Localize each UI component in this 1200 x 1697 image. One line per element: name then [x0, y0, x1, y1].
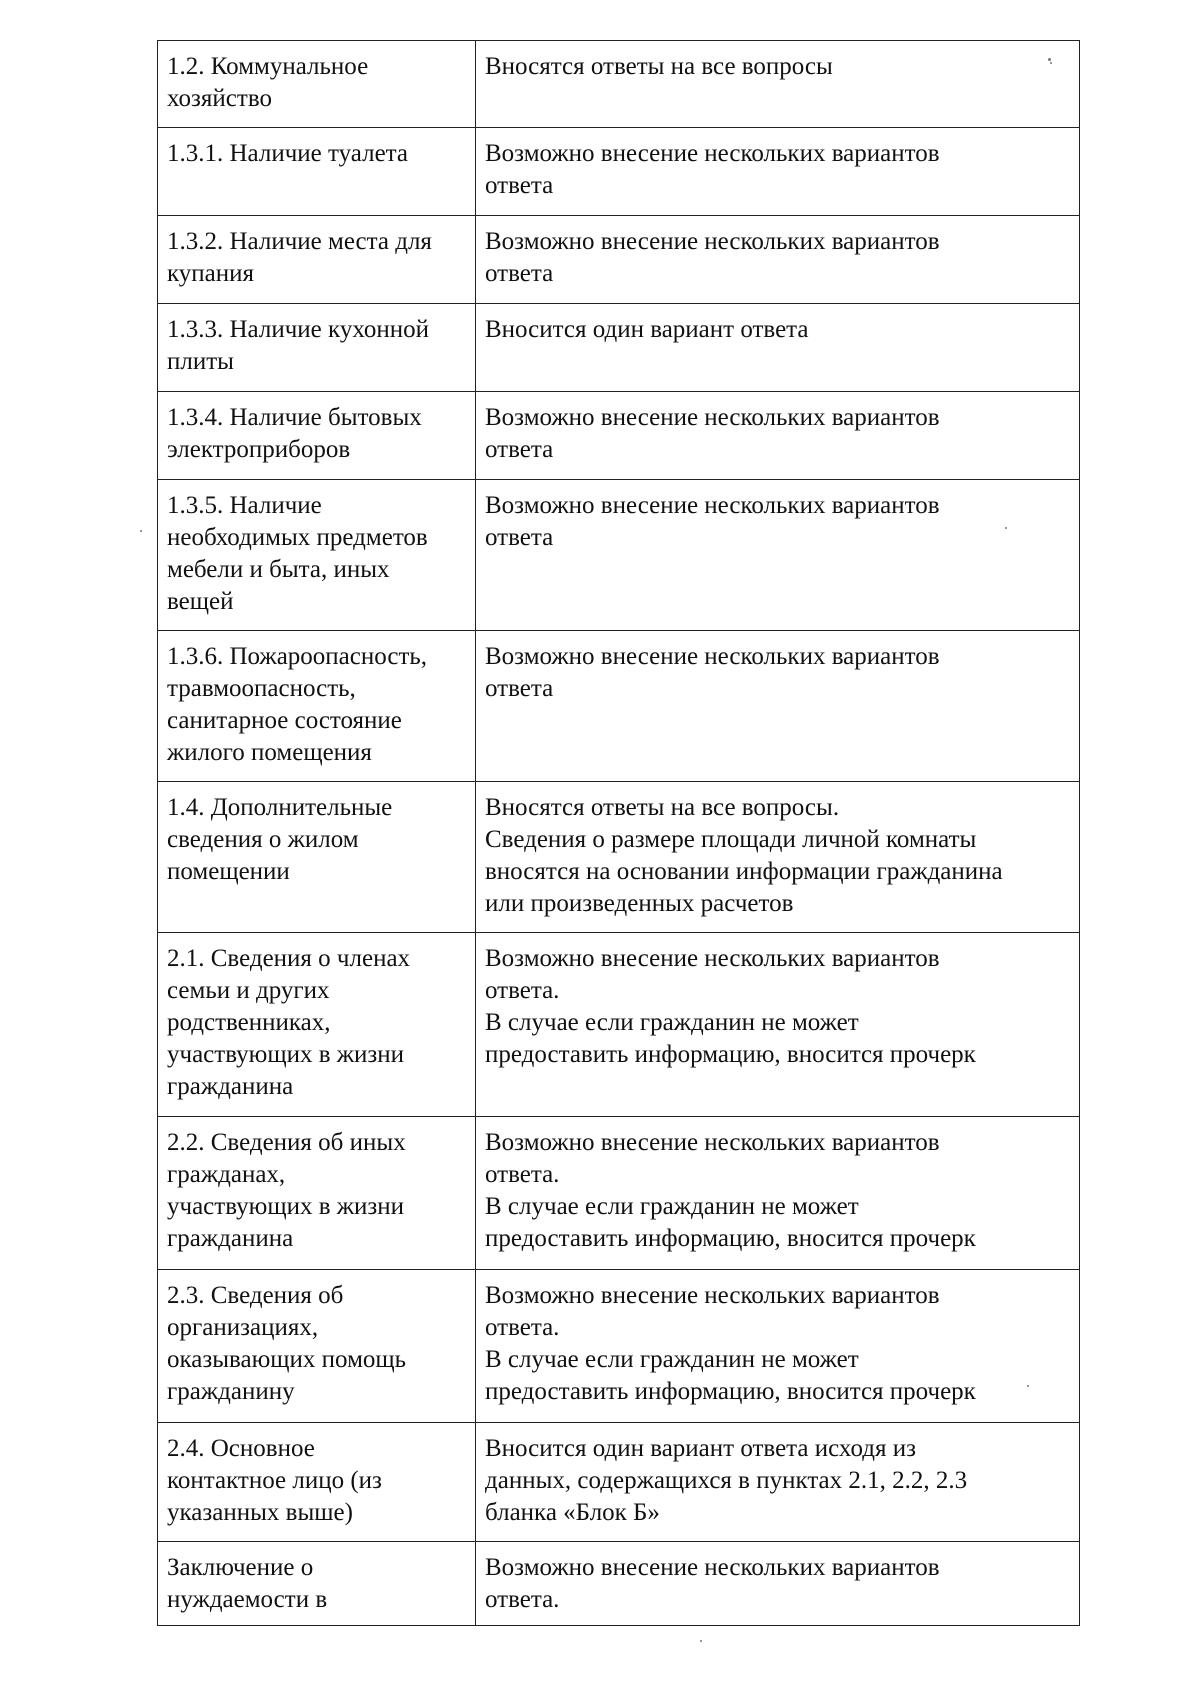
table-row — [158, 933, 1080, 1117]
instruction-cell: Возможно внесение нескольких вариантов ответа — [476, 216, 1080, 304]
table-row — [158, 631, 1080, 782]
instruction-cell: Возможно внесение нескольких вариантов ответа — [476, 392, 1080, 480]
instruction-cell: Возможно внесение нескольких вариантов ответа. В случае если гражданин не может предоставить информацию, вносится прочерк — [476, 1117, 1080, 1270]
table-row — [158, 1542, 1080, 1626]
field-cell: 2.3. Сведения об организациях, оказывающих помощь гражданину — [158, 1270, 476, 1423]
table-row — [158, 41, 1080, 128]
table-row — [158, 216, 1080, 304]
instruction-cell: Возможно внесение нескольких вариантов ответа — [476, 128, 1080, 216]
field-cell: 1.2. Коммунальное хозяйство — [158, 41, 476, 128]
field-cell: 1.3.1. Наличие туалета — [158, 128, 476, 216]
instruction-cell: Возможно внесение нескольких вариантов ответа. В случае если гражданин не может предоставить информацию, вносится прочерк — [476, 933, 1080, 1117]
field-cell: 1.4. Дополнительные сведения о жилом помещении — [158, 782, 476, 933]
scan-speck — [1005, 527, 1007, 529]
instruction-cell: Возможно внесение нескольких вариантов ответа. — [476, 1542, 1080, 1626]
instruction-cell: Возможно внесение нескольких вариантов ответа — [476, 480, 1080, 631]
field-cell: 1.3.3. Наличие кухонной плиты — [158, 304, 476, 392]
table-row — [158, 304, 1080, 392]
field-cell: 2.1. Сведения о членах семьи и других родственниках, участвующих в жизни гражданина — [158, 933, 476, 1117]
instruction-cell: Вносятся ответы на все вопросы — [476, 41, 1080, 128]
table-row — [158, 480, 1080, 631]
scan-speck — [1027, 1385, 1029, 1387]
field-cell: 1.3.6. Пожароопасность, травмоопасность, санитарное состояние жилого помещения — [158, 631, 476, 782]
field-cell: 2.4. Основное контактное лицо (из указанных выше) — [158, 1423, 476, 1542]
scan-speck — [1048, 58, 1051, 61]
scan-speck — [140, 530, 142, 532]
table-row — [158, 392, 1080, 480]
field-cell: 1.3.2. Наличие места для купания — [158, 216, 476, 304]
table-row — [158, 1117, 1080, 1270]
instruction-cell: Вносятся ответы на все вопросы. Сведения о размере площади личной комнаты вносятся на основании информации гражданина или произведенных расчетов — [476, 782, 1080, 933]
field-cell: Заключение о нуждаемости в — [158, 1542, 476, 1626]
field-cell: 1.3.5. Наличие необходимых предметов мебели и быта, иных вещей — [158, 480, 476, 631]
field-cell: 1.3.4. Наличие бытовых электроприборов — [158, 392, 476, 480]
table-row — [158, 1423, 1080, 1542]
instruction-cell: Вносится один вариант ответа — [476, 304, 1080, 392]
scan-speck — [1050, 62, 1052, 64]
field-cell: 2.2. Сведения об иных гражданах, участвующих в жизни гражданина — [158, 1117, 476, 1270]
instruction-cell: Возможно внесение нескольких вариантов ответа. В случае если гражданин не может предоставить информацию, вносится прочерк — [476, 1270, 1080, 1423]
scan-speck — [700, 1640, 702, 1642]
instruction-cell: Вносится один вариант ответа исходя из данных, содержащихся в пунктах 2.1, 2.2, 2.3 бланка «Блок Б» — [476, 1423, 1080, 1542]
instruction-cell: Возможно внесение нескольких вариантов ответа — [476, 631, 1080, 782]
instructions-table — [157, 40, 1080, 1626]
table-row — [158, 782, 1080, 933]
table-row — [158, 1270, 1080, 1423]
table-row — [158, 128, 1080, 216]
